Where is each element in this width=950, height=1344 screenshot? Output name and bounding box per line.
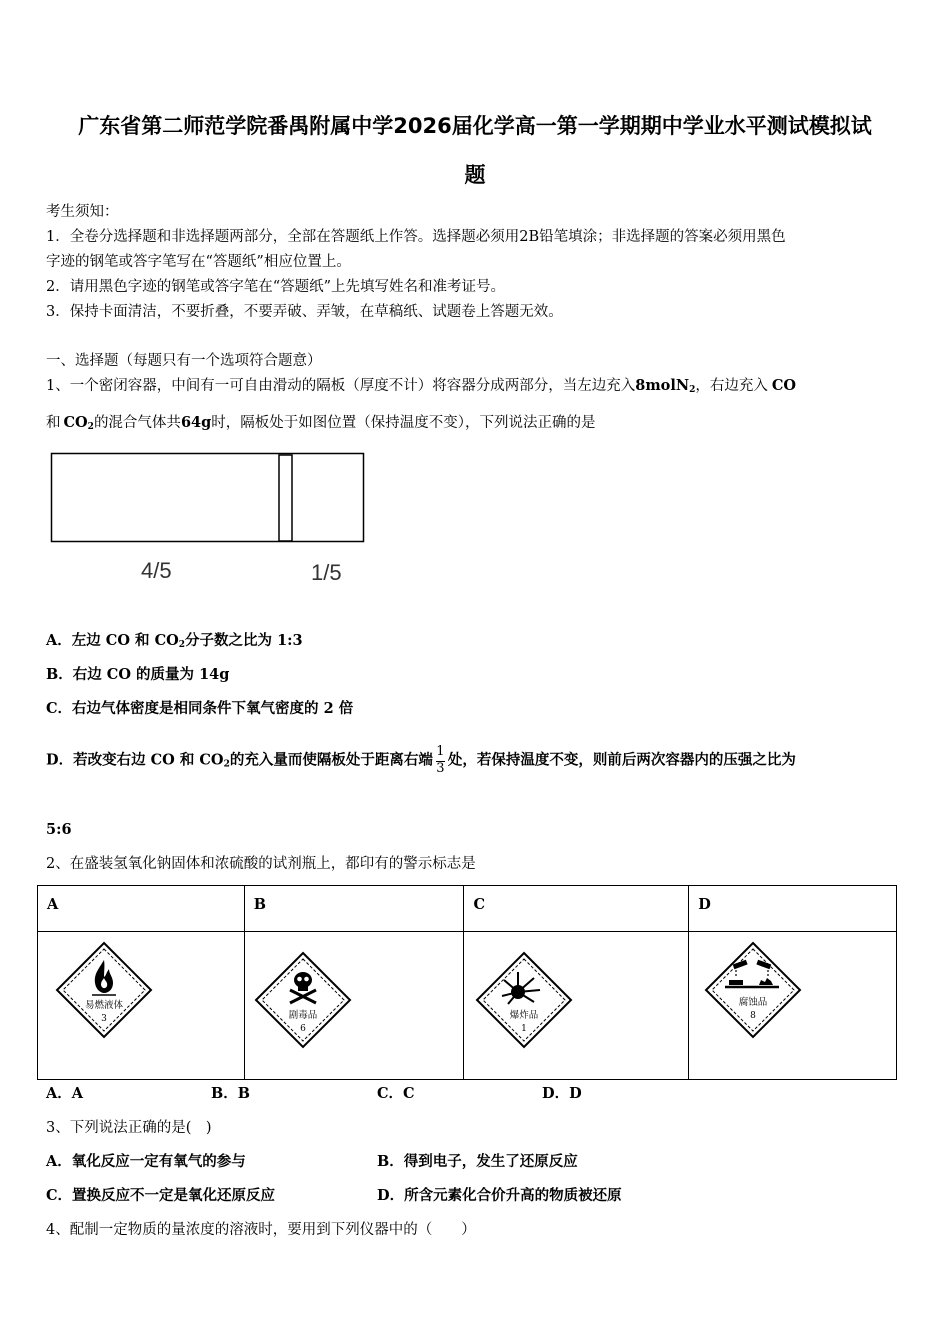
- toxic-sign-icon: [253, 950, 353, 1050]
- hazard-sign-table: [37, 885, 897, 1080]
- fraction-one-third: $\frac{1}{3}$: [436, 744, 445, 776]
- q1-stem-line1: 1、一个密闭容器，中间有一可自由滑动的隔板（厚度不计）将容器分成两部分，当左边充入8molN$_2$，右边充入 CO: [46, 377, 797, 395]
- q1-stem-line2: 和 $CO_2$的混合气体共64g时，隔板处于如图位置（保持温度不变），下列说法正确的是: [46, 414, 596, 432]
- sign-header-c: C: [464, 886, 689, 932]
- svg-text:爆炸品: 爆炸品: [510, 1010, 539, 1021]
- q2-option-c: C．C: [377, 1085, 415, 1102]
- notice-item-2: 2．请用黑色字迹的钢笔或答字笔在“答题纸”上先填写姓名和准考证号。: [46, 279, 506, 295]
- sign-header-a: A: [38, 886, 245, 932]
- q1-option-a: A．左边 CO 和 $CO_2$分子数之比为 1:3: [46, 632, 303, 650]
- q1-option-d-tail: 5:6: [46, 821, 72, 838]
- sign-cell-a: [38, 932, 245, 1080]
- q1-option-b: B．右边 CO 的质量为 14g: [46, 666, 230, 683]
- q2-option-a: A．A: [46, 1085, 84, 1102]
- sign-header-d: D: [689, 886, 897, 932]
- sign-cell-b: [244, 932, 464, 1080]
- q3-stem: 3、下列说法正确的是( ): [46, 1120, 212, 1136]
- svg-text:3: 3: [101, 1014, 107, 1024]
- container-diagram: [50, 452, 366, 544]
- right-part-label: 1/5: [311, 560, 342, 585]
- q3-option-b: B．得到电子，发生了还原反应: [377, 1153, 578, 1170]
- q3-option-a: A．氧化反应一定有氧气的参与: [46, 1153, 246, 1170]
- svg-text:6: 6: [299, 1024, 306, 1034]
- q2-stem: 2、在盛装氢氧化钠固体和浓硫酸的试剂瓶上，都印有的警示标志是: [46, 856, 476, 872]
- left-part-label: 4/5: [141, 558, 172, 583]
- explosive-sign-icon: [474, 950, 574, 1050]
- q3-option-c: C．置换反应不一定是氧化还原反应: [46, 1187, 276, 1204]
- q2-option-d: D．D: [542, 1085, 582, 1102]
- q3-option-d: D．所含元素化合价升高的物质被还原: [377, 1187, 622, 1204]
- svg-text:8: 8: [750, 1011, 757, 1021]
- svg-text:腐蚀品: 腐蚀品: [738, 997, 768, 1008]
- sign-cell-d: [689, 932, 897, 1080]
- flammable-liquid-sign-icon: [54, 940, 154, 1040]
- sign-header-b: B: [244, 886, 464, 932]
- sign-cell-c: [464, 932, 689, 1080]
- svg-text:易燃液体: 易燃液体: [84, 1000, 124, 1011]
- notice-heading: 考生须知：: [46, 204, 119, 220]
- notice-item-3: 3．保持卡面清洁，不要折叠，不要弄破、弄皱，在草稿纸、试题卷上答题无效。: [46, 304, 563, 320]
- q1-option-c: C．右边气体密度是相同条件下氧气密度的 2 倍: [46, 700, 354, 717]
- q4-stem: 4、配制一定物质的量浓度的溶液时，要用到下列仪器中的（ ）: [46, 1222, 476, 1238]
- q2-option-b: B．B: [211, 1085, 251, 1102]
- corrosive-sign-icon: [703, 940, 803, 1040]
- page-title-line2: 题: [464, 163, 486, 187]
- svg-text:1: 1: [521, 1024, 528, 1034]
- q1-option-d: D．若改变右边 CO 和 $CO_2$的充入量而使隔板处于距离右端 $\frac{1}{3}$ 处，若保持温度不变，则前后两次容器内的压强之比为: [46, 744, 796, 776]
- svg-text:剧毒品: 剧毒品: [288, 1010, 318, 1021]
- notice-item-1: 1．全卷分选择题和非选择题两部分，全部在答题纸上作答。选择题必须用2B铅笔填涂；非选择题的答案必须用黑色: [46, 229, 786, 245]
- section-heading: 一、选择题（每题只有一个选项符合题意）: [46, 353, 322, 369]
- notice-item-1-cont: 字迹的钢笔或答字笔写在“答题纸”相应位置上。: [46, 254, 351, 270]
- page-title-line1: 广东省第二师范学院番禺附属中学2026届化学高一第一学期期中学业水平测试模拟试: [78, 114, 872, 138]
